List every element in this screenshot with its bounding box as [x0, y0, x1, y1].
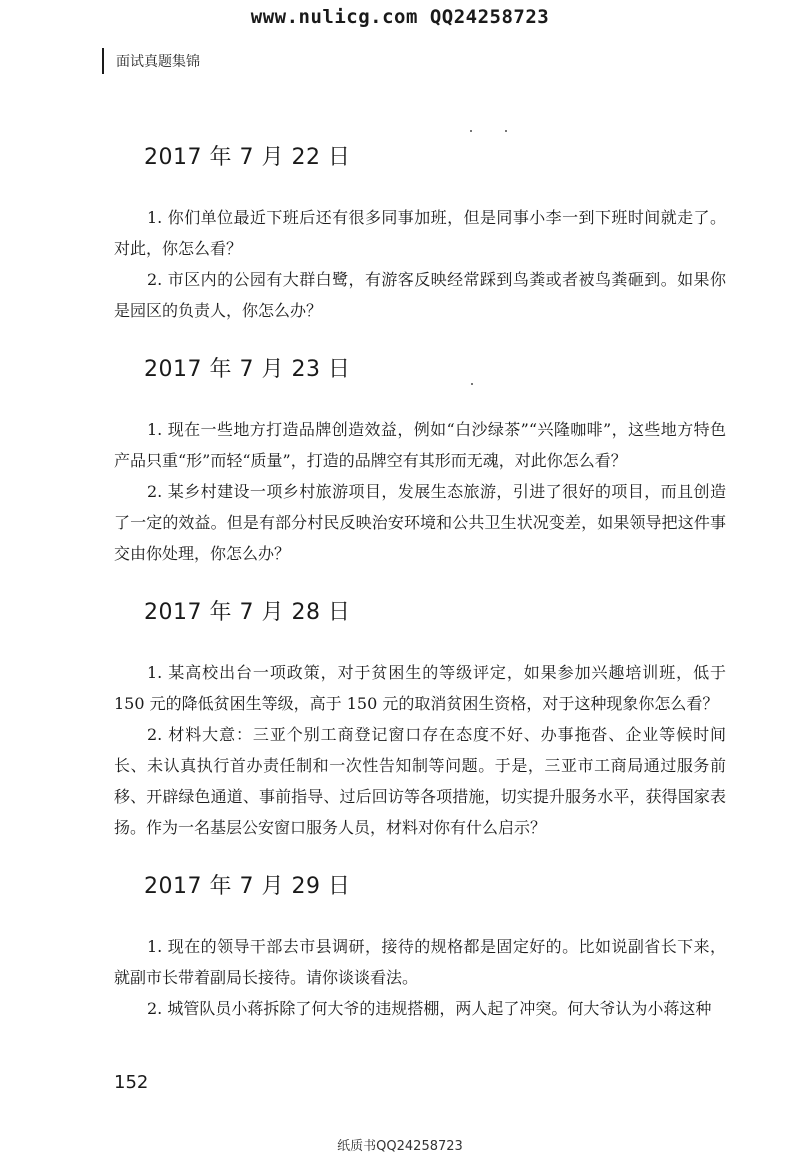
- section-date: 2017 年 7 月 22 日: [144, 145, 351, 170]
- question-item: 2. 材料大意：三亚个别工商登记窗口存在态度不好、办事拖沓、企业等候时间长、未认真执行首办责任制和一次性告知制等问题。于是，三亚市工商局通过服务前移、开辟绿色通道、事前指导、过后回访等各项措施，切实提升服务水平，获得国家表扬。作为一名基层公安窗口服务人员，材料对你有什么启示？: [114, 725, 726, 837]
- question-item: 1. 现在一些地方打造品牌创造效益，例如“白沙绿茶”“兴隆咖啡”，这些地方特色产品只重“形”而轻“质量”，打造的品牌空有其形而无魂，对此你怎么看？: [114, 420, 726, 470]
- scan-speck: [471, 383, 473, 385]
- scan-speck: [470, 130, 472, 132]
- section-2017-07-22: [114, 140, 726, 326]
- section-2017-07-23: [114, 352, 726, 569]
- question-item: 1. 你们单位最近下班后还有很多同事加班，但是同事小李一到下班时间就走了。对此，你怎么看？: [114, 208, 726, 258]
- section-date: 2017 年 7 月 23 日: [144, 357, 351, 382]
- section-date: 2017 年 7 月 29 日: [144, 874, 351, 899]
- site-banner: www.nulicg.com QQ24258723: [250, 6, 550, 28]
- page-content: [114, 140, 726, 1024]
- section-date: 2017 年 7 月 28 日: [144, 600, 351, 625]
- running-head: 面试真题集锦: [116, 54, 200, 70]
- question-item: 1. 现在的领导干部去市县调研，接待的规格都是固定好的。比如说副省长下来，就副市长带着副局长接待。请你谈谈看法。: [114, 937, 726, 987]
- question-item: 2. 城管队员小蒋拆除了何大爷的违规搭棚，两人起了冲突。何大爷认为小蒋这种: [147, 999, 712, 1018]
- question-item: 2. 某乡村建设一项乡村旅游项目，发展生态旅游，引进了很好的项目，而且创造了一定的效益。但是有部分村民反映治安环境和公共卫生状况变差，如果领导把这件事交由你处理，你怎么办？: [114, 482, 726, 563]
- section-2017-07-29: [114, 869, 726, 1024]
- scan-speck: [505, 130, 507, 132]
- question-item: 1. 某高校出台一项政策，对于贫困生的等级评定，如果参加兴趣培训班，低于 150 元的降低贫困生等级，高于 150 元的取消贫困生资格，对于这种现象你怎么看？: [114, 663, 726, 713]
- header-rule: [102, 48, 104, 74]
- question-item: 2. 市区内的公园有大群白鹭，有游客反映经常踩到鸟粪或者被鸟粪砸到。如果你是园区的负责人，你怎么办？: [114, 270, 726, 320]
- page-number: 152: [114, 1072, 149, 1093]
- section-2017-07-28: [114, 595, 726, 843]
- footer-credit: 纸质书QQ24258723: [337, 1139, 463, 1154]
